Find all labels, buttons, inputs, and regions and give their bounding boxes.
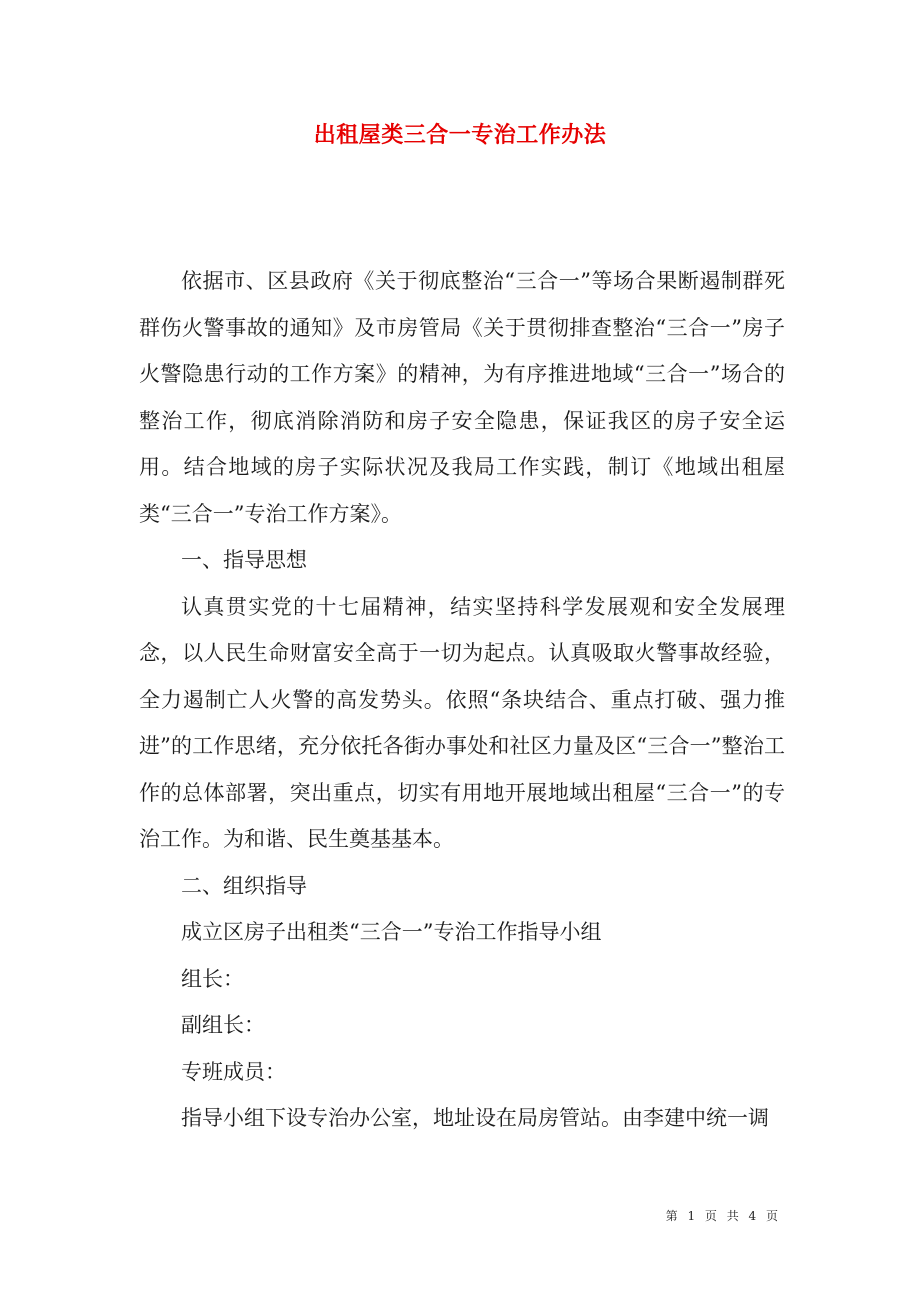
paragraph-group-leader: 组长： [181, 966, 244, 991]
document-body [139, 258, 785, 1142]
heading-guiding-ideology: 一、指导思想 [181, 548, 307, 572]
paragraph-guiding-ideology: 认真贯实党的十七届精神，结实坚持科学发展观和安全发展理念，以人民生命财富安全高于一切为起点。认真吸取火警事故经验，全力遏制亡人火警的高发势头。依照“条块结合、重点打破、强力推进”的工作思绪，充分依托各街办事处和社区力量及区“三合一”整治工作的总体部署，突出重点，切实有用地开展地域出租屋“三合一”的专治工作。为和谐、民生奠基基本。 [139, 594, 785, 851]
heading-organization: 二、组织指导 [181, 873, 307, 898]
paragraph-deputy-leader: 副组长： [181, 1013, 265, 1037]
paragraph-group-established: 成立区房子出租类“三合一”专治工作指导小组 [181, 920, 602, 944]
page-number: 第 1 页 共 4 页 [665, 1209, 781, 1223]
document-title: 出租屋类三合一专治工作办法 [313, 122, 607, 148]
paragraph-office: 指导小组下设专治办公室，地址设在局房管站。由李建中统一调 [181, 1106, 769, 1130]
paragraph-members: 专班成员： [181, 1059, 286, 1084]
paragraph-intro: 依据市、区县政府《关于彻底整治“三合一”等场合果断遏制群死群伤火警事故的通知》及市房管局《关于贯彻排查整治“三合一”房子火警隐患行动的工作方案》的精神，为有序推进地域“三合一”场合的整治工作，彻底消除消防和房子安全隐患，保证我区的房子安全运用。结合地域的房子实际状况及我局工作实践，制订《地域出租屋类“三合一”专治工作方案》。 [139, 269, 785, 526]
